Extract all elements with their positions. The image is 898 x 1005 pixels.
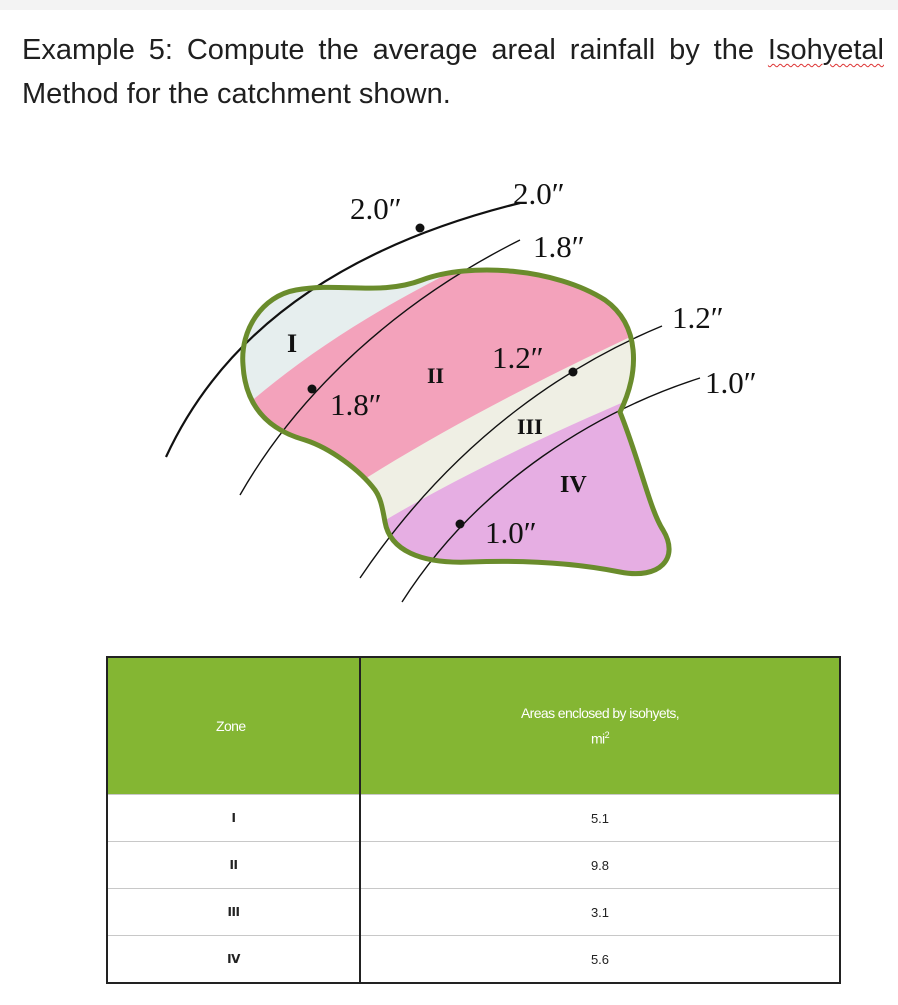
table-row	[107, 936, 840, 984]
area-cell: 9.8	[360, 842, 840, 889]
isohyet-label: 1.0″	[705, 365, 757, 400]
gauge-point	[308, 385, 317, 394]
area-column-header	[360, 657, 840, 795]
table-row	[107, 842, 840, 889]
isohyet-label: 1.0″	[485, 515, 537, 550]
example-heading	[22, 28, 884, 116]
isohyet-label: 2.0″	[513, 176, 565, 211]
isohyet-label: 1.8″	[330, 387, 382, 422]
zone-label: II	[427, 363, 445, 388]
table-row	[107, 889, 840, 936]
zone-cell: III	[107, 889, 360, 936]
isohyet-label: 1.2″	[672, 300, 724, 335]
heading-text-end: Method for the catchment shown.	[22, 78, 451, 110]
isohyet-label: 1.8″	[533, 229, 585, 264]
gauge-point	[569, 368, 578, 377]
table-row	[107, 795, 840, 842]
zone-cell: I	[107, 795, 360, 842]
heading-text: Example 5: Compute the average areal rainfall by the	[22, 34, 754, 66]
area-cell: 5.1	[360, 795, 840, 842]
zone-label: III	[517, 414, 543, 439]
area-header-unit: mi	[591, 730, 605, 747]
area-header-unit-exponent: 2	[604, 730, 609, 741]
isohyet-label: 2.0″	[350, 191, 402, 226]
isohyet-label: 1.2″	[492, 340, 544, 375]
table-header-row	[107, 657, 840, 795]
zone-label: I	[287, 329, 298, 358]
area-cell: 3.1	[360, 889, 840, 936]
area-cell: 5.6	[360, 936, 840, 984]
zone-column-header: Zone	[107, 657, 360, 795]
catchment-figure	[160, 165, 800, 610]
zone-label: IV	[560, 472, 587, 498]
heading-spellcheck-word: Isohyetal	[767, 34, 884, 66]
gauge-point	[416, 224, 425, 233]
area-header-text: Areas enclosed by isohyets,	[520, 705, 680, 722]
top-bar	[0, 0, 898, 10]
zone-cell: II	[107, 842, 360, 889]
rainfall-area-table	[106, 656, 841, 984]
zone-cell: IV	[107, 936, 360, 984]
gauge-point	[456, 520, 465, 529]
